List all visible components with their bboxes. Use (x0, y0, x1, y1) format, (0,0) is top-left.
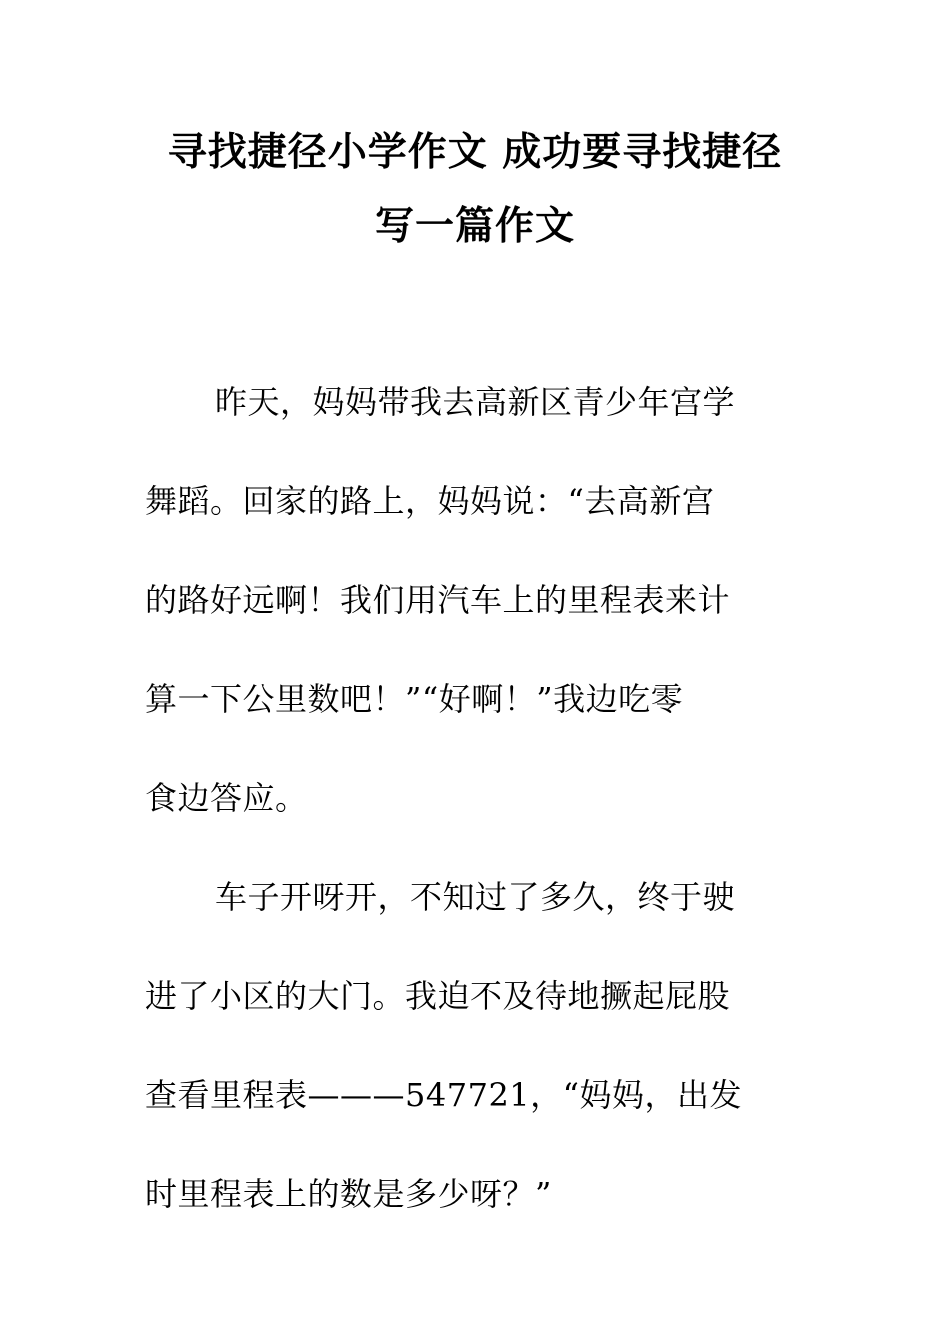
paragraph-1-line-1: 昨天，妈妈带我去高新区青少年宫学 (215, 383, 736, 421)
paragraph-2-line-4: 时里程表上的数是多少呀？” (145, 1175, 552, 1213)
paragraph-1-line-3: 的路好远啊！我们用汽车上的里程表来计 (145, 581, 731, 619)
document-title-line-1: 寻找捷径小学作文 成功要寻找捷径 (167, 130, 783, 175)
paragraph-1-line-4: 算一下公里数吧！”“好啊！”我边吃零 (145, 680, 684, 718)
paragraph-2-line-3: 查看里程表———547721，“妈妈，出发 (145, 1076, 743, 1114)
paragraph-2-line-1: 车子开呀开，不知过了多久，终于驶 (215, 878, 736, 916)
paragraph-2-line-2: 进了小区的大门。我迫不及待地撅起屁股 (145, 977, 731, 1015)
paragraph-1-line-2: 舞蹈。回家的路上，妈妈说：“去高新宫 (145, 482, 715, 520)
document-title-line-2: 写一篇作文 (374, 204, 575, 249)
paragraph-1-line-5: 食边答应。 (145, 779, 308, 817)
